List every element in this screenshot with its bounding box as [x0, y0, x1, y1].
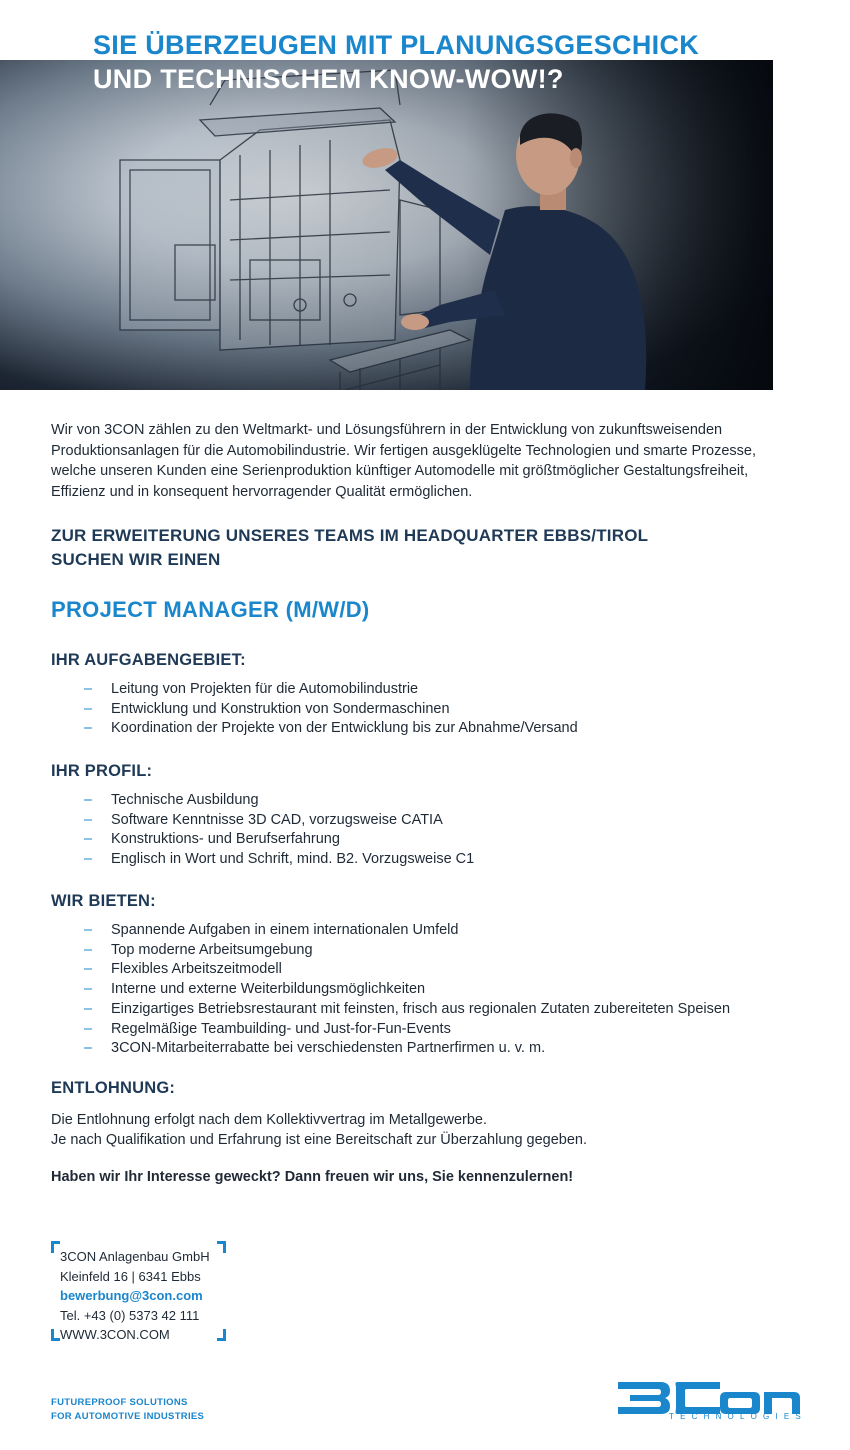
entlohnung-line2: Je nach Qualifikation und Erfahrung ist eine Bereitschaft zur Überzahlung gegeben.	[51, 1132, 588, 1148]
list-bieten	[84, 921, 730, 1059]
list-item: – Regelmäßige Teambuilding- und Just-for-Fun-Events	[84, 1020, 730, 1040]
logo-subtitle: TECHNOLOGIES	[669, 1412, 807, 1421]
list-item: – Technische Ausbildung	[84, 791, 474, 811]
contact-web-link[interactable]: WWW.3CON.COM	[60, 1327, 170, 1342]
list-item: – 3CON-Mitarbeiterrabatte bei verschiedensten Partnerfirmen u. v. m.	[84, 1039, 730, 1059]
hero-image	[0, 60, 773, 390]
contact-lines	[60, 1247, 210, 1345]
hero-illustration	[0, 60, 773, 390]
list-item: – Konstruktions- und Berufserfahrung	[84, 830, 474, 850]
headline-line1: SIE ÜBERZEUGEN MIT PLANUNGSGESCHICK	[93, 30, 700, 60]
list-aufgaben	[84, 680, 578, 739]
footer-slogan	[51, 1396, 204, 1424]
list-item: – Leitung von Projekten für die Automobilindustrie	[84, 680, 578, 700]
list-item: – Entwicklung und Konstruktion von Sondermaschinen	[84, 700, 578, 720]
list-item: – Flexibles Arbeitszeitmodell	[84, 960, 730, 980]
bracket-corner	[217, 1329, 226, 1341]
list-profil	[84, 791, 474, 870]
headline-line2: UND TECHNISCHEM KNOW-WOW!?	[93, 64, 564, 94]
entlohnung-text	[51, 1110, 587, 1150]
section-heading-profil: IHR PROFIL:	[51, 762, 153, 780]
list-item: – Koordination der Projekte von der Entwicklung bis zur Abnahme/Versand	[84, 719, 578, 739]
list-item: – Top moderne Arbeitsumgebung	[84, 941, 730, 961]
section-heading-entlohnung: ENTLOHNUNG:	[51, 1079, 176, 1097]
list-item: – Spannende Aufgaben in einem internationalen Umfeld	[84, 921, 730, 941]
bracket-corner	[51, 1329, 60, 1341]
intro-paragraph: Wir von 3CON zählen zu den Weltmarkt- und Lösungsführern in der Entwicklung von zukunftsweisenden Produktionsanlagen für die Automobilindustrie. Wir fertigen ausgeklügelte Technologien und smarte Prozesse, welche unseren Kunden eine Serienproduktion künftiger Automodelle mit größtmöglicher Gestaltungsfreiheit, Effizienz und in konsequent hervorragender Qualität ermöglichen.	[51, 422, 757, 500]
entlohnung-line1: Die Entlohnung erfolgt nach dem Kollektivvertrag im Metallgewerbe.	[51, 1112, 488, 1128]
contact-address: Kleinfeld 16 | 6341 Ebbs	[60, 1268, 201, 1284]
section-heading-bieten: WIR BIETEN:	[51, 892, 156, 910]
footer-line1: FUTUREPROOF SOLUTIONS	[51, 1397, 188, 1408]
contact-company: 3CON Anlagenbau GmbH	[60, 1249, 210, 1264]
section-heading-aufgaben: IHR AUFGABENGEBIET:	[51, 651, 246, 669]
contact-box	[51, 1241, 226, 1341]
team-subhead-line2: SUCHEN WIR EINEN	[51, 550, 221, 569]
contact-phone: Tel. +43 (0) 5373 42 111	[60, 1307, 200, 1323]
list-item: – Englisch in Wort und Schrift, mind. B2. Vorzugsweise C1	[84, 850, 474, 870]
list-item: – Interne und externe Weiterbildungsmöglichkeiten	[84, 980, 730, 1000]
job-title: PROJECT MANAGER (M/W/D)	[51, 597, 370, 622]
contact-email-link[interactable]: bewerbung@3con.com	[60, 1288, 203, 1303]
bracket-corner	[51, 1241, 60, 1253]
bracket-corner	[217, 1241, 226, 1253]
team-subhead-line1: ZUR ERWEITERUNG UNSERES TEAMS IM HEADQUARTER EBBS/TIROL	[51, 526, 649, 545]
list-item: – Software Kenntnisse 3D CAD, vorzugsweise CATIA	[84, 811, 474, 831]
list-item: – Einzigartiges Betriebsrestaurant mit feinsten, frisch aus regionalen Zutaten zubereiteten Speisen	[84, 1000, 730, 1020]
footer-line2: FOR AUTOMOTIVE INDUSTRIES	[51, 1411, 205, 1422]
team-subhead	[51, 524, 648, 572]
call-to-action: Haben wir Ihr Interesse geweckt? Dann freuen wir uns, Sie kennenzulernen!	[51, 1169, 574, 1185]
